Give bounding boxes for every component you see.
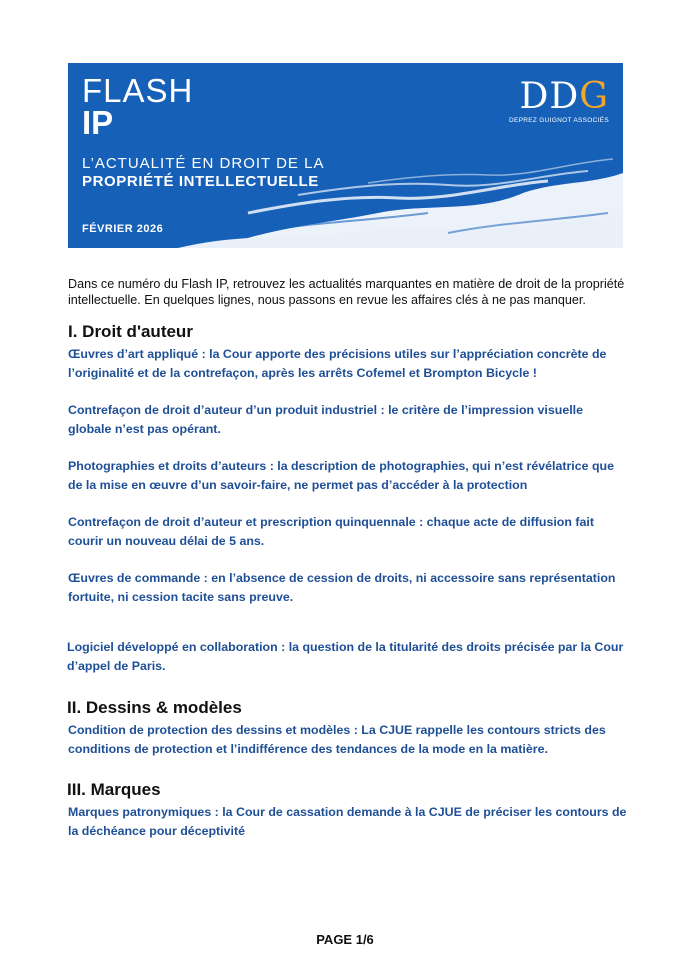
intro-paragraph: Dans ce numéro du Flash IP, retrouvez les actualités marquantes en matière de droit de la propriété intellectuelle. En quelques lignes, nous passons en revue les affaires clés à ne pas manquer. (68, 277, 625, 307)
header-banner (68, 63, 623, 248)
logo-mark: DDG (519, 76, 609, 117)
article-link[interactable]: Photographies et droits d’auteurs : la description de photographies, qui n’est révélatrice que de la mise en œuvre d’un savoir-faire, ne permet pas d’accéder à la protection (68, 459, 614, 492)
section-title-droit-auteur: I. Droit d'auteur (68, 322, 193, 341)
firm-logo (509, 76, 609, 124)
article-link[interactable]: Logiciel développé en collaboration : la question de la titularité des droits précisée par la Cour d’appel de Paris. (67, 640, 624, 673)
article-link[interactable]: Œuvres de commande : en l’absence de cession de droits, ni accessoire sans représentation fortuite, ni cession tacite sans preuve. (68, 571, 616, 604)
article-link[interactable]: Contrefaçon de droit d’auteur et prescription quinquennale : chaque acte de diffusion fait courir un nouveau délai de 5 ans. (68, 515, 594, 548)
article-link[interactable]: Condition de protection des dessins et modèles : La CJUE rappelle les contours stricts des conditions de protection et l’indifférence des tendances de la mode en la matière. (68, 723, 606, 756)
section-title-marques: III. Marques (67, 780, 161, 799)
logo-firm-name: DEPREZ GUIGNOT ASSOCIÉS (509, 117, 609, 124)
banner-title-ip: IP (82, 104, 114, 141)
page-number: PAGE 1/6 (316, 932, 374, 947)
banner-subtitle-line2: PROPRIÉTÉ INTELLECTUELLE (82, 173, 319, 190)
section-title-dessins-modeles: II. Dessins & modèles (67, 698, 242, 717)
article-link[interactable]: Contrefaçon de droit d’auteur d’un produit industriel : le critère de l’impression visuelle globale n’est pas opérant. (68, 403, 583, 436)
article-link[interactable]: Marques patronymiques : la Cour de cassation demande à la CJUE de préciser les contours de la déchéance pour déceptivité (68, 805, 627, 838)
banner-title-flash: FLASH (82, 72, 194, 109)
banner-subtitle-line1: L’ACTUALITÉ EN DROIT DE LA (82, 155, 325, 172)
article-link[interactable]: Œuvres d’art appliqué : la Cour apporte des précisions utiles sur l’appréciation concrète de l’originalité et de la contrefaçon, après les arrêts Cofemel et Brompton Bicycle ! (68, 347, 607, 380)
issue-date: FÉVRIER 2026 (82, 223, 164, 235)
